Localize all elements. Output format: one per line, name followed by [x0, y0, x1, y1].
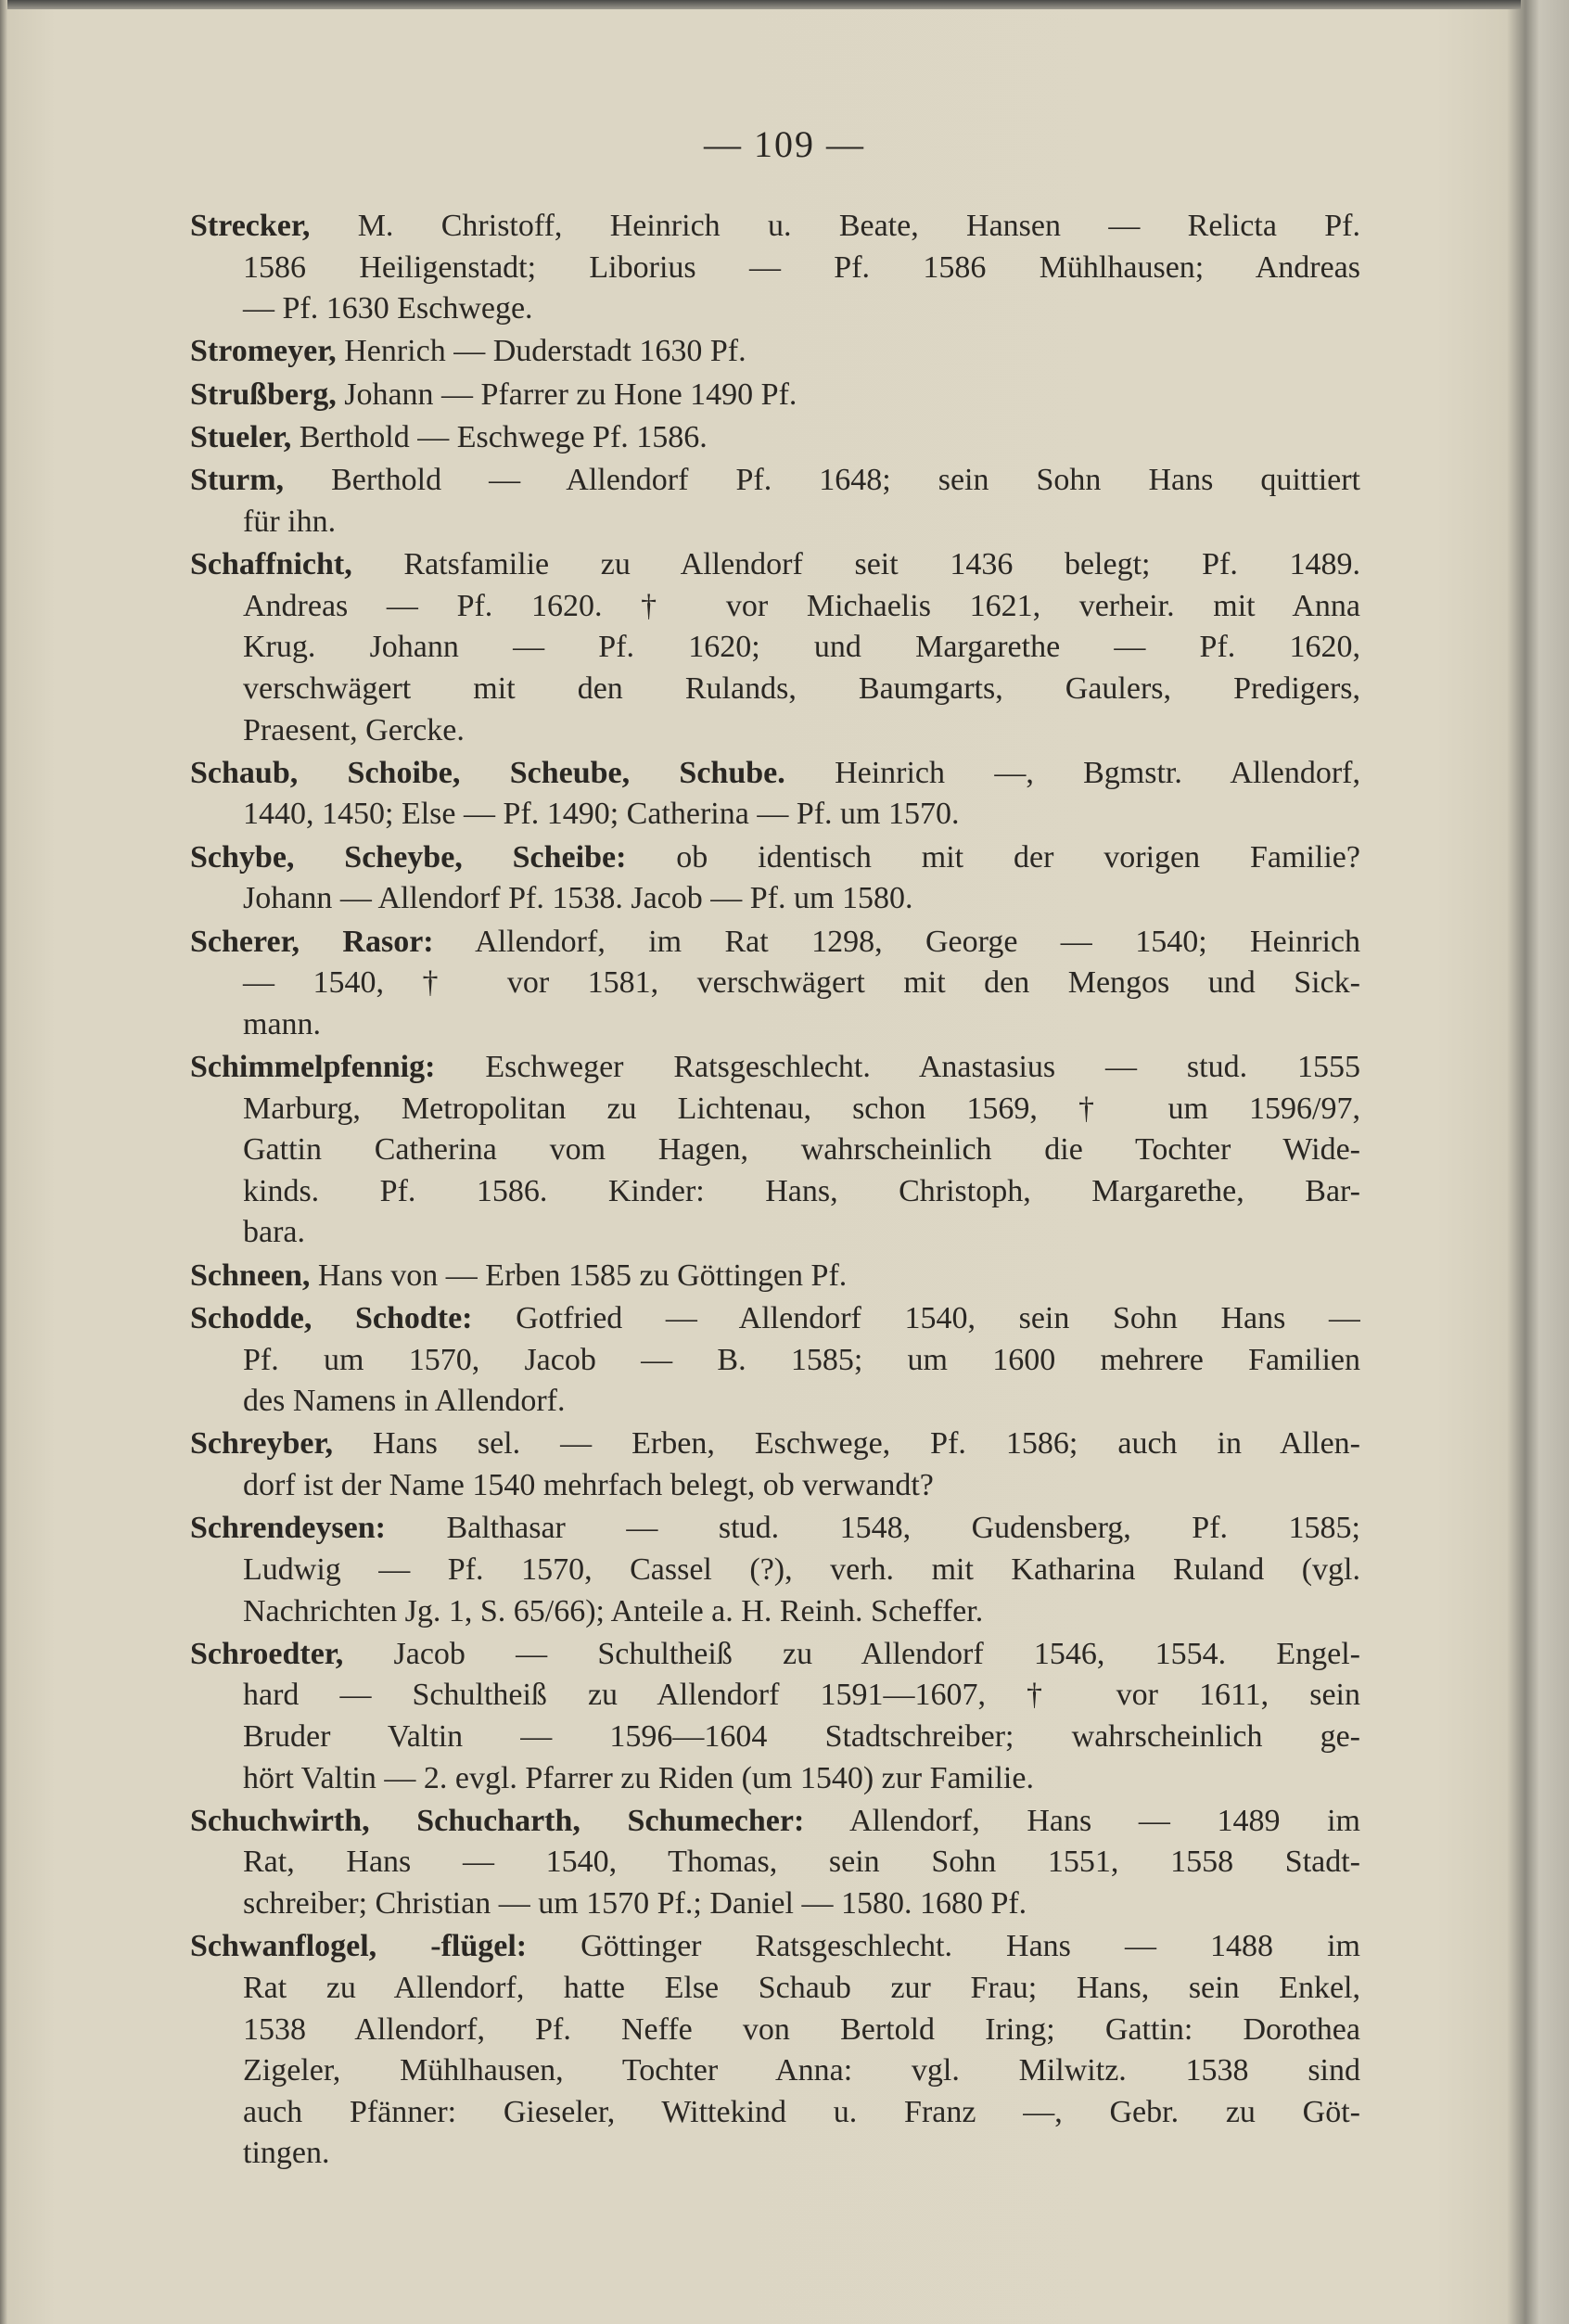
entry-text: schreiber; Christian — um 1570 Pf.; Daniel — 1580. 1680 Pf. [243, 1886, 1027, 1922]
entry-text: Ratsfamilie zu Allendorf seit 1436 belegt; Pf. 1489. [403, 547, 1360, 582]
entry-text: Pf. um 1570, Jacob — B. 1585; um 1600 mehrere Familien [243, 1342, 1360, 1377]
entry-text: Krug. Johann — Pf. 1620; und Margarethe — Pf. 1620, [243, 630, 1360, 665]
entry-text: Eschweger Ratsgeschlecht. Anastasius — stud. 1555 [485, 1050, 1360, 1085]
entry-headword: Stromeyer, [190, 334, 337, 369]
entry-line [190, 794, 1360, 836]
entry-line [190, 1465, 1360, 1507]
entry-line [190, 502, 1360, 543]
dictionary-entry [190, 753, 1360, 836]
entry-text: kinds. Pf. 1586. Kinder: Hans, Christoph, Margarethe, Bar- [243, 1173, 1360, 1208]
dictionary-entry [190, 1508, 1360, 1632]
entry-line [190, 1004, 1360, 1046]
dictionary-entry [190, 206, 1360, 330]
entry-text: Jacob — Schultheiß zu Allendorf 1546, 1554. Engel- [393, 1636, 1360, 1671]
dictionary-entry [190, 1634, 1360, 1799]
entry-line [190, 1298, 1360, 1340]
entry-text: 1586 Heiligenstadt; Liborius — Pf. 1586 Mühlhausen; Andreas [243, 249, 1360, 285]
entry-text: des Namens in Allendorf. [243, 1384, 566, 1419]
entry-line [190, 922, 1360, 964]
entry-line [190, 1634, 1360, 1676]
entry-line [190, 1842, 1360, 1883]
entry-headword: Schodde, Schodte: [190, 1301, 473, 1335]
entry-line [190, 1968, 1360, 2010]
entry-headword: Schuchwirth, Schucharth, Schumecher: [190, 1803, 805, 1838]
entry-line [190, 627, 1360, 669]
entry-line [190, 331, 1360, 373]
entry-text: 1440, 1450; Else — Pf. 1490; Catherina — Pf. um 1570. [243, 797, 960, 832]
entry-line [190, 2050, 1360, 2092]
entry-headword: Stueler, [190, 420, 292, 455]
entry-line [190, 669, 1360, 710]
entry-text: verschwägert mit den Rulands, Baumgarts, Gaulers, Predigers, [243, 670, 1360, 706]
entry-headword: Schaffnicht, [190, 547, 352, 582]
entry-text: Praesent, Gercke. [243, 712, 465, 747]
entry-line [190, 878, 1360, 920]
entry-text: M. Christoff, Heinrich u. Beate, Hansen — Relicta Pf. [357, 209, 1360, 243]
entry-headword: Schwanflogel, -flügel: [190, 1929, 528, 1964]
dictionary-entry [190, 922, 1360, 1046]
entry-line [190, 753, 1360, 795]
entry-headword: Strußberg, [190, 377, 337, 412]
entry-list [190, 206, 1360, 2177]
entry-line [190, 1256, 1360, 1297]
dictionary-entry [190, 331, 1360, 373]
dictionary-entry [190, 375, 1360, 416]
entry-text: für ihn. [243, 504, 337, 539]
entry-headword: Schimmelpfennig: [190, 1050, 436, 1085]
entry-line [190, 1883, 1360, 1925]
entry-line [190, 1424, 1360, 1465]
entry-line [190, 1675, 1360, 1717]
entry-line [190, 288, 1360, 330]
entry-text: Rat zu Allendorf, hatte Else Schaub zur Frau; Hans, sein Enkel, [243, 1970, 1360, 2005]
entry-line [190, 1926, 1360, 1968]
entry-line [190, 375, 1360, 416]
entry-text: — Pf. 1630 Eschwege. [243, 291, 533, 326]
entry-text: Andreas — Pf. 1620. † vor Michaelis 1621, verheir. mit Anna [243, 588, 1360, 623]
dictionary-entry [190, 1298, 1360, 1423]
entry-line [190, 1130, 1360, 1171]
entry-headword: Schybe, Scheybe, Scheibe: [190, 839, 627, 875]
entry-text: 1538 Allendorf, Pf. Neffe von Bertold Iring; Gattin: Dorothea [243, 2011, 1360, 2047]
entry-line [190, 1047, 1360, 1089]
entry-line [190, 586, 1360, 628]
entry-headword: Sturm, [190, 463, 285, 498]
entry-text: Gotfried — Allendorf 1540, sein Sohn Hans — [516, 1301, 1360, 1335]
entry-text: auch Pfänner: Gieseler, Wittekind u. Franz —, Gebr. zu Göt- [243, 2094, 1360, 2129]
entry-line [190, 1717, 1360, 1758]
dictionary-entry [190, 837, 1360, 920]
entry-text: Bruder Valtin — 1596—1604 Stadtschreiber; wahrscheinlich ge- [243, 1719, 1360, 1754]
entry-text: Balthasar — stud. 1548, Gudensberg, Pf. 1585; [446, 1511, 1360, 1546]
entry-line [190, 460, 1360, 502]
entry-line [190, 206, 1360, 248]
entry-text: Ludwig — Pf. 1570, Cassel (?), verh. mit Katharina Ruland (vgl. [243, 1551, 1360, 1587]
entry-headword: Scherer, Rasor: [190, 924, 434, 959]
entry-line [190, 1089, 1360, 1130]
entry-headword: Schreyber, [190, 1426, 333, 1462]
entry-headword: Schaub, Schoibe, Scheube, Schube. [190, 755, 785, 790]
entry-line [190, 2092, 1360, 2134]
page-number: — 109 — [704, 123, 865, 165]
entry-text: — 1540, † vor 1581, verschwägert mit den Mengos und Sick- [243, 965, 1360, 1001]
dictionary-entry [190, 1926, 1360, 2175]
entry-text: hard — Schultheiß zu Allendorf 1591—1607, † vor 1611, sein [243, 1678, 1360, 1713]
entry-line [190, 2133, 1360, 2175]
entry-text: Johann — Pfarrer zu Hone 1490 Pf. [344, 377, 797, 412]
entry-text: hört Valtin — 2. evgl. Pfarrer zu Riden (um 1540) zur Familie. [243, 1760, 1034, 1795]
dictionary-entry [190, 1047, 1360, 1254]
entry-text: Johann — Allendorf Pf. 1538. Jacob — Pf. um 1580. [243, 881, 913, 916]
entry-line [190, 1508, 1360, 1550]
entry-text: Göttinger Ratsgeschlecht. Hans — 1488 im [580, 1929, 1360, 1964]
entry-line [190, 837, 1360, 879]
entry-line [190, 1340, 1360, 1382]
entry-text: Gattin Catherina vom Hagen, wahrscheinlich die Tochter Wide- [243, 1132, 1360, 1168]
entry-line [190, 1212, 1360, 1254]
entry-line [190, 963, 1360, 1004]
entry-text: Marburg, Metropolitan zu Lichtenau, schon 1569, † um 1596/97, [243, 1091, 1360, 1126]
entry-text: Henrich — Duderstadt 1630 Pf. [344, 334, 746, 369]
entry-text: bara. [243, 1215, 306, 1250]
dictionary-entry [190, 1424, 1360, 1506]
entry-line [190, 1801, 1360, 1843]
entry-text: Rat, Hans — 1540, Thomas, sein Sohn 1551, 1558 Stadt- [243, 1845, 1360, 1880]
entry-line [190, 544, 1360, 586]
dictionary-entry [190, 417, 1360, 459]
entry-line [190, 1171, 1360, 1213]
entry-text: Berthold — Eschwege Pf. 1586. [299, 420, 708, 455]
entry-line [190, 1758, 1360, 1800]
entry-text: mann. [243, 1006, 322, 1041]
entry-text: Heinrich —, Bgmstr. Allendorf, [835, 755, 1360, 790]
entry-line [190, 1550, 1360, 1591]
entry-line [190, 1591, 1360, 1633]
entry-line [190, 248, 1360, 289]
entry-text: tingen. [243, 2136, 330, 2171]
entry-text: Berthold — Allendorf Pf. 1648; sein Sohn Hans quittiert [331, 463, 1360, 498]
entry-text: Hans sel. — Erben, Eschwege, Pf. 1586; auch in Allen- [372, 1426, 1360, 1462]
scan-left-edge [0, 0, 7, 2324]
entry-line [190, 1381, 1360, 1423]
entry-text: Zigeler, Mühlhausen, Tochter Anna: vgl. Milwitz. 1538 sind [243, 2053, 1360, 2088]
entry-text: Nachrichten Jg. 1, S. 65/66); Anteile a. H. Reinh. Scheffer. [243, 1593, 984, 1628]
entry-text: Allendorf, Hans — 1489 im [849, 1803, 1360, 1838]
entry-line [190, 2010, 1360, 2051]
dictionary-entry [190, 1256, 1360, 1297]
scan-top-edge [0, 0, 1521, 9]
entry-line [190, 710, 1360, 752]
dictionary-entry [190, 460, 1360, 543]
dictionary-entry [190, 1801, 1360, 1925]
entry-text: ob identisch mit der vorigen Familie? [676, 839, 1360, 875]
entry-text: dorf ist der Name 1540 mehrfach belegt, ob verwandt? [243, 1468, 934, 1503]
entry-line [190, 417, 1360, 459]
entry-headword: Schrendeysen: [190, 1511, 386, 1546]
entry-headword: Strecker, [190, 209, 311, 243]
entry-headword: Schroedter, [190, 1636, 344, 1671]
entry-text: Hans von — Erben 1585 zu Göttingen Pf. [317, 1258, 848, 1293]
entry-headword: Schneen, [190, 1258, 311, 1293]
entry-text: Allendorf, im Rat 1298, George — 1540; Heinrich [475, 924, 1360, 959]
dictionary-entry [190, 544, 1360, 751]
